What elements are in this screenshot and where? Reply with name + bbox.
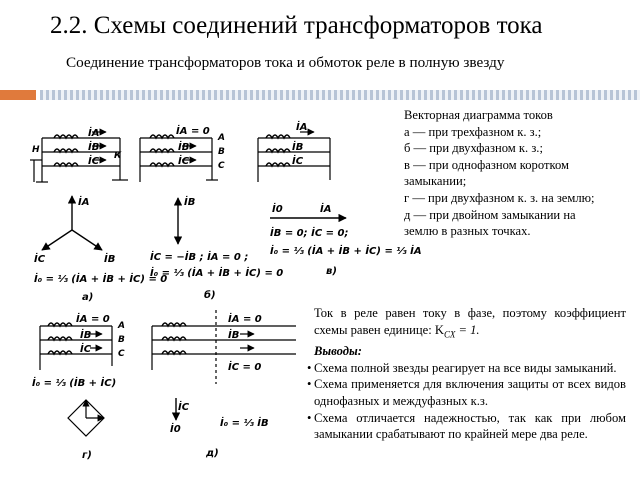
label-ib-a: İB — [88, 142, 100, 153]
phase-b-b: B — [218, 147, 225, 157]
label-ib-b: İB — [178, 142, 190, 153]
vector-line-g: г — при двухфазном к. з. на землю; — [404, 190, 595, 205]
label-ic-v: İC — [292, 156, 304, 167]
formula-a: İ₀ = ⅓ (İA + İB + İC) = 0 — [34, 274, 168, 285]
vector-line-b: б — при двухфазном к. з.; — [404, 141, 543, 156]
phase-a-g: A — [118, 321, 125, 331]
caption-g: г) — [82, 450, 92, 461]
vector-line-v-cont: замыкании; — [404, 174, 467, 189]
intro-text: Ток в реле равен току в фазе, поэтому коэффициент схемы равен единице: K — [314, 306, 626, 337]
label-ic-g: İC — [80, 344, 92, 355]
caption-a: а) — [82, 292, 94, 303]
vec-i0-d: İ0 — [170, 424, 181, 435]
vec-ic-d: İC — [178, 402, 190, 413]
label-ia-a: İA — [88, 128, 100, 139]
conclusions-intro — [314, 305, 626, 343]
vector-g — [68, 400, 104, 436]
label-ib-d: İB — [228, 330, 240, 341]
conclusions-heading: Выводы: — [314, 343, 362, 358]
conclusion-item-3: • Схема отличается надежностью, так как при любом замыкании срабатывают по крайней мере два реле. — [314, 410, 626, 443]
formula-d: İ₀ = ⅓ İB — [220, 418, 269, 429]
phase-a-b: A — [218, 133, 225, 143]
schematic-d — [152, 310, 296, 384]
caption-d: д) — [206, 448, 219, 459]
phase-b-g: B — [118, 335, 125, 345]
formula-g: İ₀ = ⅓ (İB + İC) — [32, 378, 117, 389]
label-ib-v: İB — [292, 142, 304, 153]
label-ic-a: İC — [88, 156, 100, 167]
page-subtitle: Соединение трансформаторов тока и обмоток реле в полную звезду — [66, 54, 505, 71]
vec-ia-a: İA — [78, 197, 90, 208]
caption-v: в) — [326, 266, 337, 277]
vec-ic-a: İC — [34, 254, 46, 265]
label-node-h: Н — [32, 145, 40, 155]
intro-sub: СХ — [443, 329, 456, 340]
schematic-g — [40, 323, 112, 370]
intro-end: = 1. — [455, 322, 480, 337]
formula-v1: İB = 0; İC = 0; — [270, 228, 349, 239]
label-ic-b: İC — [178, 156, 190, 167]
conclusions-block — [314, 305, 626, 443]
conclusion-item-2: • Схема применяется для включения защиты от всех видов однофазных и междуфазных к.з. — [314, 376, 626, 409]
vec-ib-b: İB — [184, 197, 196, 208]
label-node-k: К — [114, 151, 122, 161]
vec-ib-a: İB — [104, 254, 116, 265]
vector-diagram-legend — [404, 107, 640, 240]
caption-b: б) — [204, 290, 216, 301]
phase-c-b: C — [218, 161, 225, 171]
formula-b-top: İC = −İB ; İA = 0 ; — [150, 252, 249, 263]
vector-line-v: в — при однофазном коротком — [404, 157, 569, 172]
formula-b-bottom: İ₀ = ⅓ (İA + İB + İC) = 0 — [150, 268, 284, 279]
vector-heading: Векторная диаграмма токов — [404, 108, 553, 122]
page-title: 2.2. Схемы соединений трансформаторов тока — [50, 12, 543, 39]
conclusion-item-1: • Схема полной звезды реагирует на все виды замыканий. — [314, 360, 626, 377]
label-ia0-b: İA = 0 — [176, 126, 210, 137]
vec-i0-v: İ0 — [272, 204, 283, 215]
label-ib-g: İB — [80, 330, 92, 341]
phase-c-g: C — [118, 349, 125, 359]
label-ic0-d: İC = 0 — [228, 362, 262, 373]
vector-line-d: д — при двойном замыкании на — [404, 207, 576, 222]
vector-star-a — [42, 196, 102, 250]
vector-line-a: а — при трехфазном к. з.; — [404, 124, 542, 139]
formula-v2: İ₀ = ⅓ (İA + İB + İC) = ⅓ İA — [270, 246, 422, 257]
label-ia0-g: İA = 0 — [76, 314, 110, 325]
label-ia0-d: İA = 0 — [228, 314, 262, 325]
vector-line-d-cont: землю в разных точках. — [404, 224, 531, 239]
vec-ia-v: İA — [320, 204, 332, 215]
label-ia-v: İA — [296, 122, 308, 133]
